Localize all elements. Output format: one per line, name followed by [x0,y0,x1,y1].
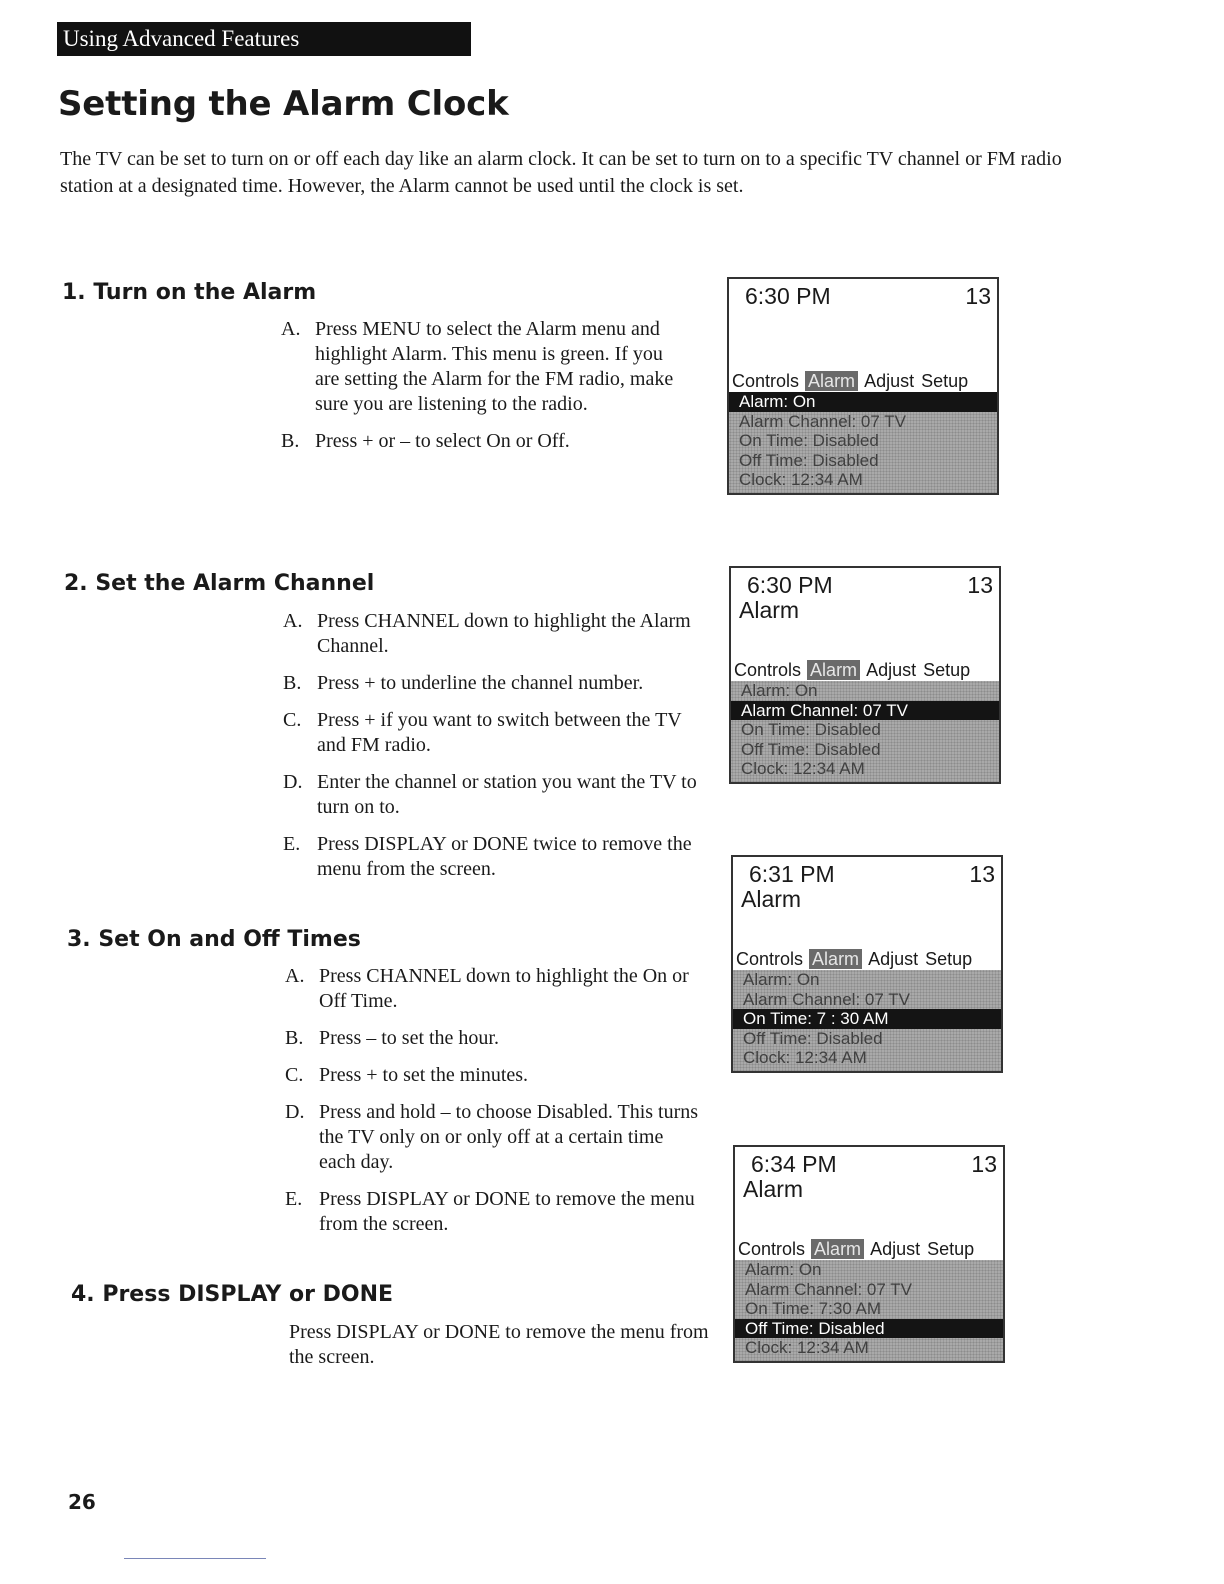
step-text: Press + if you want to switch between the TV and FM radio. [317,709,682,756]
step-item [285,1187,700,1237]
menu-tab-controls: Controls [734,660,802,680]
menu-tab-alarm: Alarm [805,371,858,391]
screen-channel: 13 [967,572,993,598]
menu-tab-adjust: Adjust [866,660,917,680]
menu-tab-adjust: Adjust [870,1239,921,1259]
menu-tab-adjust: Adjust [868,949,919,969]
menu-item-alarm: Alarm: On [743,970,820,989]
step-item [285,1063,700,1088]
menu-list [729,392,997,493]
step-letter: E. [285,1188,303,1210]
screen-subtitle: Alarm [743,1176,804,1202]
menu-tab-adjust: Adjust [864,371,915,391]
step-text: Press CHANNEL down to highlight the On or Off Time. [319,965,689,1012]
step-text: Press DISPLAY or DONE to remove the menu from the screen. [319,1188,695,1235]
step-item [281,429,691,454]
section-title-set-alarm-channel: 2. Set the Alarm Channel [64,571,375,596]
steps-set-on-off-times [285,964,700,1237]
page-title: Setting the Alarm Clock [58,84,509,124]
step-letter: B. [281,430,300,452]
step-letter: E. [283,833,301,855]
step-letter: B. [283,672,302,694]
step-item [283,708,698,758]
menu-tab-setup: Setup [921,371,969,391]
section-header-bar: Using Advanced Features [57,22,471,56]
screen-time: 6:34 PM [751,1151,837,1177]
step-text: Press – to set the hour. [319,1027,499,1049]
menu-list [731,681,999,782]
menu-tabs [731,660,999,680]
step-letter: A. [285,965,305,987]
menu-item-off-time: Off Time: Disabled [739,450,879,470]
step-letter: D. [283,771,303,793]
menu-tab-controls: Controls [736,949,804,969]
step-text: Press + to set the minutes. [319,1064,529,1086]
step-letter: B. [285,1027,304,1049]
intro-paragraph: The TV can be set to turn on or off each day like an alarm clock. It can be set to turn on to a specific TV channel or FM radio station at a designated time. However, the Alarm cannot be used until the clock is set. [60,148,1062,197]
steps-set-alarm-channel [283,609,698,882]
menu-item-on-time: On Time: 7:30 AM [745,1299,882,1319]
menu-item-alarm-channel: Alarm Channel: 07 TV [731,701,999,721]
tv-screen-alarm-on [727,277,999,495]
step-item [283,832,698,882]
step-text: Press + to underline the channel number. [317,672,644,694]
screen-time: 6:30 PM [745,283,831,309]
step-item [283,671,698,696]
menu-item-off-time: Off Time: Disabled [743,1028,883,1048]
menu-item-alarm: Alarm: On [745,1260,822,1279]
menu-item-on-time: On Time: Disabled [739,431,879,451]
menu-item-on-time: On Time: Disabled [741,720,881,740]
menu-item-alarm: Alarm: On [729,392,997,412]
menu-item-alarm-channel: Alarm Channel: 07 TV [745,1279,912,1299]
step-letter: C. [285,1064,304,1086]
step-text: Press DISPLAY or DONE twice to remove the menu from the screen. [317,833,692,880]
tv-screen-on-time [731,855,1003,1073]
section-title-press-display-done: 4. Press DISPLAY or DONE [71,1282,394,1307]
steps-turn-on-alarm [281,317,691,454]
screen-channel: 13 [969,861,995,887]
footer-rule [124,1558,266,1559]
menu-item-on-time: On Time: 7 : 30 AM [733,1009,1001,1029]
menu-item-off-time: Off Time: Disabled [735,1319,1003,1339]
menu-item-clock: Clock: 12:34 AM [739,470,863,490]
step-item [285,1100,700,1175]
screen-channel: 13 [971,1151,997,1177]
menu-list [735,1260,1003,1361]
menu-item-alarm-channel: Alarm Channel: 07 TV [739,411,906,431]
screen-subtitle: Alarm [739,597,800,623]
menu-tab-setup: Setup [923,660,971,680]
menu-item-alarm: Alarm: On [741,681,818,700]
menu-tab-alarm: Alarm [809,949,862,969]
step-letter: C. [283,709,302,731]
step-text: Enter the channel or station you want the TV to turn on to. [317,771,697,818]
screen-subtitle: Alarm [741,886,802,912]
menu-tab-alarm: Alarm [811,1239,864,1259]
menu-tabs [729,371,997,391]
menu-item-clock: Clock: 12:34 AM [741,759,865,779]
step-letter: A. [281,318,301,340]
menu-tab-controls: Controls [738,1239,806,1259]
step-letter: D. [285,1101,305,1123]
section-title-turn-on-alarm: 1. Turn on the Alarm [62,280,317,305]
menu-list [733,970,1001,1071]
step-text: Press + or – to select On or Off. [315,430,570,452]
step-item [283,609,698,659]
step-item [285,964,700,1014]
menu-item-alarm-channel: Alarm Channel: 07 TV [743,989,910,1009]
menu-tab-controls: Controls [732,371,800,391]
menu-item-clock: Clock: 12:34 AM [743,1048,867,1068]
step-letter: A. [283,610,303,632]
screen-time: 6:31 PM [749,861,835,887]
menu-item-off-time: Off Time: Disabled [741,739,881,759]
step-item [281,317,691,417]
screen-channel: 13 [965,283,991,309]
page-number: 26 [68,1490,96,1514]
menu-tabs [735,1239,1003,1259]
menu-tabs [733,949,1001,969]
menu-tab-setup: Setup [927,1239,975,1259]
menu-tab-alarm: Alarm [807,660,860,680]
tv-screen-alarm-channel [729,566,1001,784]
screen-time: 6:30 PM [747,572,833,598]
section-title-set-on-off-times: 3. Set On and Off Times [67,927,361,952]
step-text: Press CHANNEL down to highlight the Alarm Channel. [317,610,691,657]
menu-tab-setup: Setup [925,949,973,969]
menu-item-clock: Clock: 12:34 AM [745,1338,869,1358]
step-text: Press and hold – to choose Disabled. This turns the TV only on or only off at a certain time each day. [319,1101,699,1173]
step-text: Press MENU to select the Alarm menu and highlight Alarm. This menu is green. If you are setting the Alarm for the FM radio, make sure you are listening to the radio. [315,318,674,415]
step-item [283,770,698,820]
step-item [285,1026,700,1051]
section-text-press-display-done: Press DISPLAY or DONE to remove the menu from the screen. [289,1321,709,1368]
tv-screen-off-time [733,1145,1005,1363]
